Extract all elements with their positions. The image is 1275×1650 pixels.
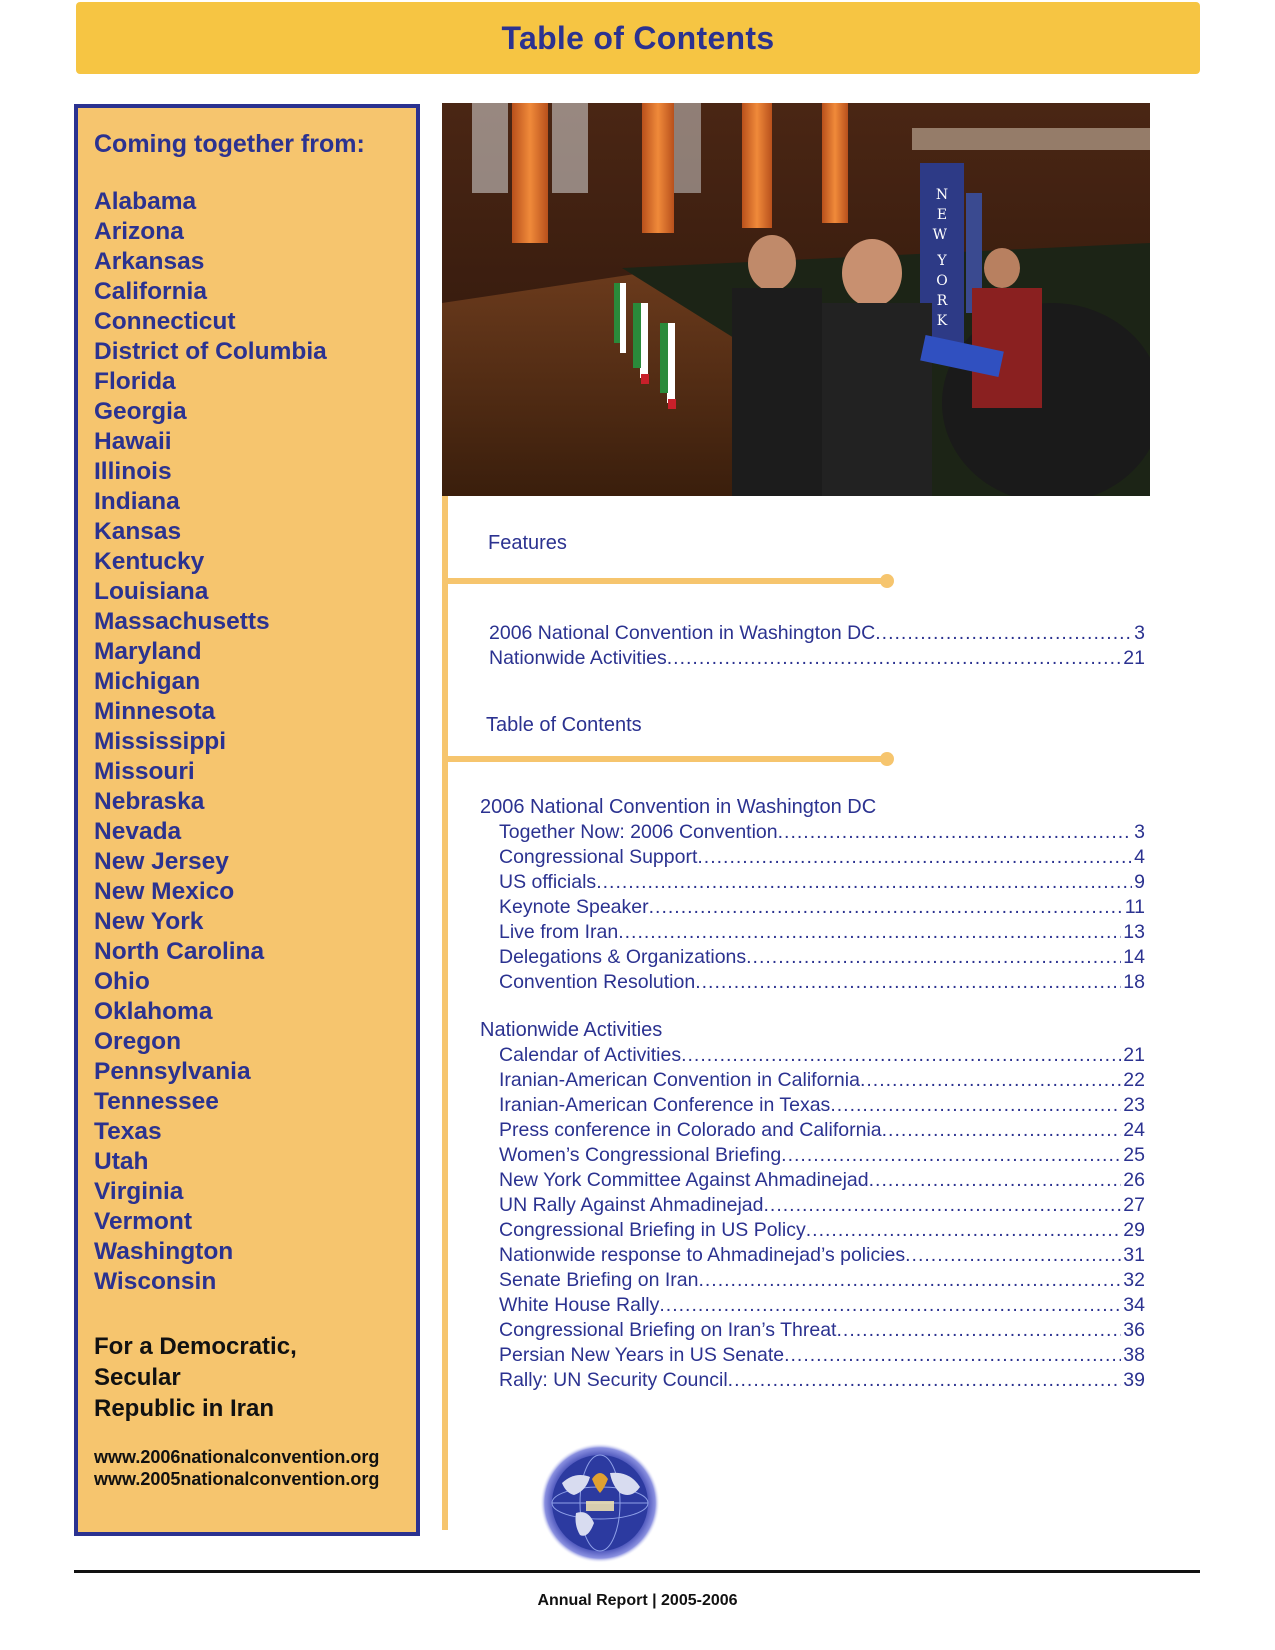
toc-entry[interactable] bbox=[489, 621, 1145, 646]
toc-entry-label: Rally: UN Security Council bbox=[499, 1369, 728, 1391]
dot-leader bbox=[596, 870, 1132, 895]
toc-page-number: 39 bbox=[1123, 1369, 1145, 1391]
toc-page-number: 3 bbox=[1134, 821, 1145, 843]
toc-entry-label: Persian New Years in US Senate bbox=[499, 1344, 785, 1366]
toc-page-number: 18 bbox=[1123, 971, 1145, 993]
state-name: Massachusetts bbox=[94, 608, 270, 635]
state-name: Georgia bbox=[94, 398, 187, 425]
state-name: Mississippi bbox=[94, 728, 227, 755]
dot-leader bbox=[698, 1268, 1121, 1293]
state-name: Nevada bbox=[94, 818, 182, 845]
footer-text: Annual Report | 2005-2006 bbox=[537, 1592, 738, 1609]
state-name: New York bbox=[94, 908, 204, 935]
dot-leader bbox=[869, 1168, 1122, 1193]
toc-entry-label: Women’s Congressional Briefing bbox=[499, 1144, 782, 1166]
state-name: New Mexico bbox=[94, 878, 235, 905]
toc-page-number: 22 bbox=[1123, 1069, 1145, 1091]
toc-entry-label: Congressional Briefing on Iran’s Threat bbox=[499, 1319, 837, 1341]
convention-photo bbox=[442, 103, 1150, 496]
dot-leader bbox=[784, 1343, 1121, 1368]
toc-list bbox=[480, 794, 1145, 1393]
state-name: Ohio bbox=[94, 968, 150, 995]
toc-group-items bbox=[480, 820, 1145, 995]
convention-hall-image bbox=[442, 103, 1150, 496]
state-name: Wisconsin bbox=[94, 1268, 217, 1295]
slogan-line: For a Democratic, bbox=[94, 1333, 297, 1360]
toc-entry-label: Iranian-American Conference in Texas bbox=[499, 1094, 831, 1116]
dot-leader bbox=[728, 1368, 1122, 1393]
toc-page-number: 34 bbox=[1123, 1294, 1145, 1316]
toc-page-number: 21 bbox=[1123, 1044, 1145, 1066]
toc-entry-label: Calendar of Activities bbox=[499, 1044, 682, 1066]
decorative-vertical-rule bbox=[442, 496, 448, 1530]
state-name: Arizona bbox=[94, 218, 184, 245]
state-name: Washington bbox=[94, 1238, 234, 1265]
features-divider bbox=[448, 578, 888, 584]
features-title: Features bbox=[488, 532, 567, 554]
photo-banner-text: N E W Y O R K bbox=[932, 187, 949, 329]
toc-entry-label: Convention Resolution bbox=[499, 971, 696, 993]
toc-entry[interactable] bbox=[499, 1218, 1145, 1243]
toc-entry-label: Press conference in Colorado and California bbox=[499, 1119, 882, 1141]
state-name: District of Columbia bbox=[94, 338, 327, 365]
toc-entry[interactable] bbox=[489, 646, 1145, 671]
dot-leader bbox=[806, 1218, 1122, 1243]
toc-page-number: 29 bbox=[1123, 1219, 1145, 1241]
header-banner bbox=[76, 2, 1200, 74]
dot-leader bbox=[836, 1318, 1121, 1343]
state-name: Oklahoma bbox=[94, 998, 213, 1025]
toc-page-number: 4 bbox=[1134, 846, 1145, 868]
state-name: Connecticut bbox=[94, 308, 236, 335]
state-name: Missouri bbox=[94, 758, 195, 785]
website-url[interactable]: www.2005nationalconvention.org bbox=[94, 1469, 380, 1489]
dot-leader bbox=[781, 1143, 1121, 1168]
dot-leader bbox=[681, 1043, 1121, 1068]
toc-page-number: 32 bbox=[1123, 1269, 1145, 1291]
dot-leader bbox=[830, 1093, 1121, 1118]
toc-entry[interactable] bbox=[499, 1368, 1145, 1393]
toc-entry[interactable] bbox=[499, 820, 1145, 845]
state-name: California bbox=[94, 278, 207, 305]
toc-entry-label: New York Committee Against Ahmadinejad bbox=[499, 1169, 869, 1191]
footer-rule bbox=[74, 1570, 1200, 1573]
state-name: Indiana bbox=[94, 488, 180, 515]
toc-group-items bbox=[480, 1043, 1145, 1393]
toc-entry[interactable] bbox=[499, 1318, 1145, 1343]
toc-entry[interactable] bbox=[499, 970, 1145, 995]
toc-entry[interactable] bbox=[499, 1093, 1145, 1118]
dot-leader bbox=[882, 1118, 1122, 1143]
features-list bbox=[489, 621, 1145, 671]
toc-page-number: 38 bbox=[1123, 1344, 1145, 1366]
states-list bbox=[94, 187, 400, 1297]
toc-page-number: 3 bbox=[1134, 622, 1145, 644]
slogan-line: Secular bbox=[94, 1364, 181, 1391]
state-name: Alabama bbox=[94, 188, 197, 215]
dot-leader bbox=[778, 820, 1133, 845]
toc-page-number: 14 bbox=[1123, 946, 1145, 968]
toc-entry[interactable] bbox=[499, 1168, 1145, 1193]
toc-entry-label: White House Rally bbox=[499, 1294, 660, 1316]
toc-entry-label: UN Rally Against Ahmadinejad bbox=[499, 1194, 764, 1216]
state-name: Utah bbox=[94, 1148, 149, 1175]
state-name: Hawaii bbox=[94, 428, 172, 455]
toc-entry[interactable] bbox=[499, 845, 1145, 870]
toc-entry[interactable] bbox=[499, 1343, 1145, 1368]
dot-leader bbox=[667, 646, 1122, 671]
page-title: Table of Contents bbox=[501, 19, 775, 56]
state-name: North Carolina bbox=[94, 938, 265, 965]
website-urls bbox=[94, 1446, 400, 1490]
state-name: Florida bbox=[94, 368, 176, 395]
state-name: Illinois bbox=[94, 458, 172, 485]
dot-leader bbox=[875, 621, 1132, 646]
dot-leader bbox=[697, 845, 1132, 870]
toc-entry[interactable] bbox=[499, 1193, 1145, 1218]
sidebar-heading: Coming together from: bbox=[94, 130, 365, 158]
state-name: Minnesota bbox=[94, 698, 216, 725]
dot-leader bbox=[763, 1193, 1121, 1218]
state-name: Arkansas bbox=[94, 248, 205, 275]
dot-leader bbox=[618, 920, 1121, 945]
toc-page-number: 25 bbox=[1123, 1144, 1145, 1166]
slogan bbox=[94, 1331, 400, 1424]
toc-page-number: 13 bbox=[1123, 921, 1145, 943]
state-name: Texas bbox=[94, 1118, 162, 1145]
dot-leader bbox=[649, 895, 1123, 920]
state-name: Pennsylvania bbox=[94, 1058, 251, 1085]
toc-page-number: 11 bbox=[1124, 896, 1145, 918]
toc-entry[interactable] bbox=[499, 1043, 1145, 1068]
toc-entry-label: Congressional Briefing in US Policy bbox=[499, 1219, 806, 1241]
state-name: Virginia bbox=[94, 1178, 184, 1205]
toc-page-number: 23 bbox=[1123, 1094, 1145, 1116]
toc-title: Table of Contents bbox=[486, 714, 642, 736]
globe-icon bbox=[540, 1443, 660, 1563]
toc-entry[interactable] bbox=[499, 1268, 1145, 1293]
toc-page-number: 27 bbox=[1123, 1194, 1145, 1216]
toc-divider bbox=[448, 756, 888, 762]
dot-leader bbox=[746, 945, 1121, 970]
state-name: New Jersey bbox=[94, 848, 229, 875]
toc-group-title: Nationwide Activities bbox=[480, 1019, 663, 1041]
state-name: Oregon bbox=[94, 1028, 182, 1055]
toc-entry-label: Iranian-American Convention in California bbox=[499, 1069, 860, 1091]
state-name: Tennessee bbox=[94, 1088, 219, 1115]
slogan-line: Republic in Iran bbox=[94, 1395, 275, 1422]
toc-entry[interactable] bbox=[499, 870, 1145, 895]
dot-leader bbox=[860, 1068, 1121, 1093]
toc-entry-label: Delegations & Organizations bbox=[499, 946, 747, 968]
sidebar-states-panel bbox=[74, 104, 420, 1536]
toc-page-number: 31 bbox=[1123, 1244, 1145, 1266]
state-name: Louisiana bbox=[94, 578, 209, 605]
toc-entry-label: Senate Briefing on Iran bbox=[499, 1269, 699, 1291]
state-name: Michigan bbox=[94, 668, 201, 695]
toc-entry[interactable] bbox=[499, 1118, 1145, 1143]
toc-group-title: 2006 National Convention in Washington DC bbox=[480, 796, 877, 818]
toc-entry[interactable] bbox=[499, 895, 1145, 920]
toc-entry[interactable] bbox=[499, 1293, 1145, 1318]
state-name: Kentucky bbox=[94, 548, 205, 575]
toc-entry-label: Together Now: 2006 Convention bbox=[499, 821, 778, 843]
state-name: Maryland bbox=[94, 638, 202, 665]
dot-leader bbox=[695, 970, 1121, 995]
toc-entry-label: Nationwide Activities bbox=[489, 647, 667, 669]
dot-leader bbox=[905, 1243, 1121, 1268]
toc-entry-label: 2006 National Convention in Washington DC bbox=[489, 622, 876, 644]
toc-entry-label: Live from Iran bbox=[499, 921, 619, 943]
dot-leader bbox=[659, 1293, 1121, 1318]
website-url[interactable]: www.2006nationalconvention.org bbox=[94, 1447, 380, 1467]
toc-entry[interactable] bbox=[499, 945, 1145, 970]
toc-entry[interactable] bbox=[499, 920, 1145, 945]
toc-entry[interactable] bbox=[499, 1068, 1145, 1093]
toc-entry-label: Congressional Support bbox=[499, 846, 698, 868]
toc-page-number: 9 bbox=[1134, 871, 1145, 893]
convention-globe-logo bbox=[540, 1443, 660, 1563]
state-name: Kansas bbox=[94, 518, 182, 545]
toc-entry[interactable] bbox=[499, 1143, 1145, 1168]
toc-page-number: 26 bbox=[1123, 1169, 1145, 1191]
toc-entry-label: US officials bbox=[499, 871, 597, 893]
toc-entry-label: Keynote Speaker bbox=[499, 896, 649, 918]
state-name: Nebraska bbox=[94, 788, 205, 815]
toc-entry[interactable] bbox=[499, 1243, 1145, 1268]
state-name: Vermont bbox=[94, 1208, 193, 1235]
toc-page-number: 36 bbox=[1123, 1319, 1145, 1341]
toc-page-number: 21 bbox=[1123, 647, 1145, 669]
toc-entry-label: Nationwide response to Ahmadinejad’s policies bbox=[499, 1244, 906, 1266]
toc-page-number: 24 bbox=[1123, 1119, 1145, 1141]
